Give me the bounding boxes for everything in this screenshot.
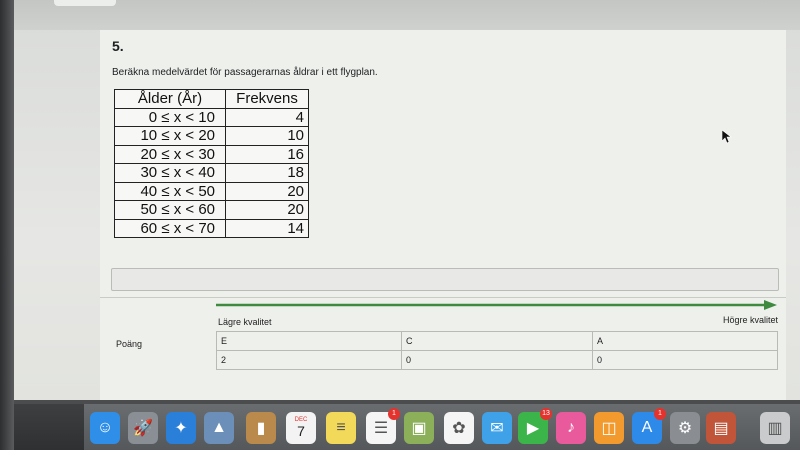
screen-bezel <box>0 0 14 450</box>
age-range: 10 ≤ x < 20 <box>115 127 226 146</box>
lower-quality-label: Lägre kvalitet <box>218 317 272 327</box>
age-range: 50 ≤ x < 60 <box>115 201 226 220</box>
question-text: Beräkna medelvärdet för passagerarnas åldrar i ett flygplan. <box>112 67 378 78</box>
ibooks-icon[interactable] <box>594 412 624 444</box>
question-card <box>100 30 786 400</box>
table-row <box>115 127 309 146</box>
frequency-value: 20 <box>226 182 309 201</box>
frequency-value: 20 <box>226 201 309 220</box>
answer-input[interactable] <box>111 268 779 291</box>
preview-glyph: ▲ <box>211 419 227 436</box>
frequency-value: 18 <box>226 164 309 183</box>
table-row <box>115 108 309 127</box>
dock <box>84 404 800 450</box>
notes-app-icon[interactable] <box>706 412 736 444</box>
grade-c[interactable]: C <box>402 332 593 351</box>
trash-icon[interactable] <box>760 412 790 444</box>
frequency-value: 10 <box>226 127 309 146</box>
photos-glyph: ✿ <box>452 420 466 437</box>
finder-icon[interactable] <box>90 412 120 444</box>
quality-arrow <box>216 298 778 312</box>
table-header-age: Ålder (År) <box>115 90 226 109</box>
age-range: 40 ≤ x < 50 <box>115 182 226 201</box>
app-store-icon[interactable] <box>632 412 662 444</box>
notes-app-glyph: ▤ <box>713 420 729 437</box>
score-c: 0 <box>402 351 593 370</box>
frequency-value: 16 <box>226 145 309 164</box>
messages-glyph: ✉ <box>490 420 504 437</box>
reminders-glyph: ☰ <box>373 420 389 437</box>
age-range: 30 ≤ x < 40 <box>115 164 226 183</box>
mouse-pointer-icon <box>722 130 732 144</box>
safari-glyph: ✦ <box>174 420 188 437</box>
age-range: 60 ≤ x < 70 <box>115 219 226 238</box>
grading-table <box>216 331 778 370</box>
facetime-glyph: ▶ <box>526 420 540 437</box>
score-e: 2 <box>217 351 402 370</box>
age-range: 20 ≤ x < 30 <box>115 145 226 164</box>
age-range: 0 ≤ x < 10 <box>115 108 226 127</box>
notes-glyph: ≡ <box>336 419 346 436</box>
table-row <box>115 145 309 164</box>
grade-a[interactable]: A <box>592 332 777 351</box>
preview-photo-icon[interactable] <box>404 412 434 444</box>
preview-photo-glyph: ▣ <box>411 420 427 437</box>
safari-icon[interactable] <box>166 412 196 444</box>
app-store-glyph: A <box>641 419 653 436</box>
preview-icon[interactable] <box>204 412 234 444</box>
table-row <box>115 201 309 220</box>
score-a: 0 <box>592 351 777 370</box>
messages-icon[interactable] <box>482 412 512 444</box>
launchpad-glyph: 🚀 <box>133 420 153 437</box>
notes-icon[interactable] <box>326 412 356 444</box>
reminders-icon[interactable] <box>366 412 396 444</box>
table-row <box>115 219 309 238</box>
score-row <box>217 351 778 370</box>
grade-row <box>217 332 778 351</box>
facetime-icon[interactable] <box>518 412 548 444</box>
photos-icon[interactable] <box>444 412 474 444</box>
frequency-value: 4 <box>226 108 309 127</box>
ibooks-glyph: ◫ <box>601 420 617 437</box>
table-row <box>115 164 309 183</box>
calendar-icon[interactable] <box>286 412 316 444</box>
higher-quality-label: Högre kvalitet <box>722 315 778 325</box>
launchpad-icon[interactable] <box>128 412 158 444</box>
notification-badge: 13 <box>540 408 552 420</box>
system-preferences-icon[interactable] <box>670 412 700 444</box>
itunes-glyph: ♪ <box>567 419 575 436</box>
table-row <box>115 182 309 201</box>
question-number: 5. <box>112 38 124 54</box>
itunes-icon[interactable] <box>556 412 586 444</box>
grade-e[interactable]: E <box>217 332 402 351</box>
notification-badge: 1 <box>654 408 666 420</box>
input-edge <box>54 0 116 6</box>
frequency-value: 14 <box>226 219 309 238</box>
frequency-table <box>114 89 309 238</box>
calendar-month: DEC <box>294 417 308 423</box>
trash-glyph: ▥ <box>767 420 783 437</box>
previous-question-strip <box>14 0 800 30</box>
calendar-day: 7 <box>297 423 305 439</box>
table-header-row <box>115 90 309 109</box>
system-preferences-glyph: ⚙ <box>677 420 693 437</box>
contacts-icon[interactable] <box>246 412 276 444</box>
table-header-frequency: Frekvens <box>226 90 309 109</box>
desk-background <box>14 404 84 450</box>
points-label: Poäng <box>116 339 143 349</box>
finder-glyph: ☺ <box>96 419 114 436</box>
contacts-glyph: ▮ <box>256 420 266 437</box>
notification-badge: 1 <box>388 408 400 420</box>
